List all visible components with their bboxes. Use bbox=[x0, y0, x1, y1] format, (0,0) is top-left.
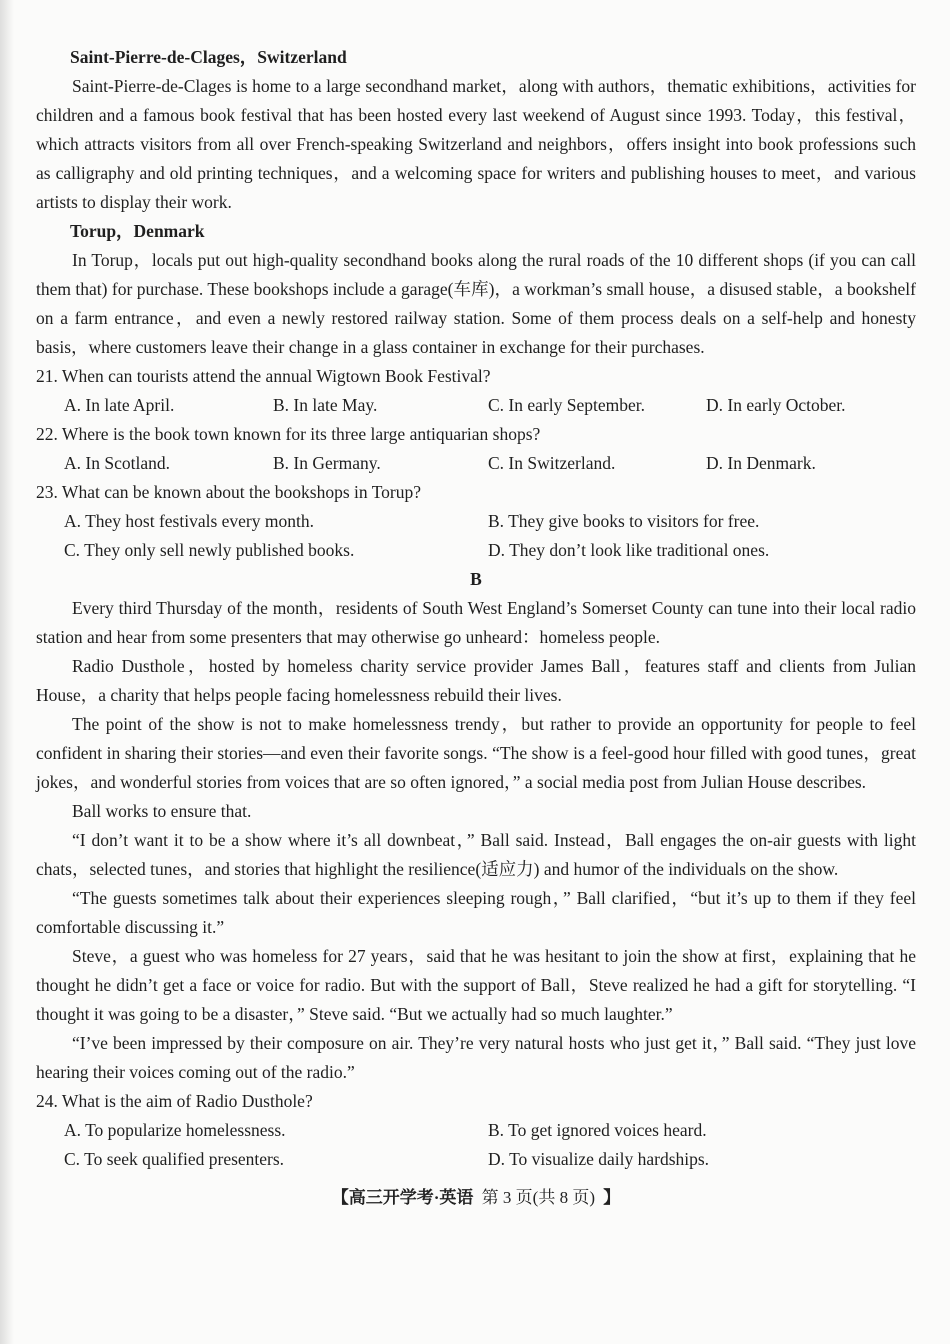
option-24-b: B. To get ignored voices heard. bbox=[488, 1120, 707, 1140]
question-22 bbox=[36, 420, 916, 478]
question-21 bbox=[36, 362, 916, 420]
question-24-options-row-1 bbox=[36, 1116, 916, 1145]
passage-a-paragraph-switzerland: Saint-Pierre-de-Clages is home to a large secondhand market，along with authors，thematic exhibitions，activities for children and a famous book festival that has been hosted every last weekend of August since 1993. Today，this festival，which attracts visitors from all over French-speaking Switzerland and neighbors，offers insight into book professions such as calligraphy and old printing techniques，and a welcoming space for writers and publishing houses to meet，and various artists to display their work. bbox=[36, 76, 916, 212]
passage-b-paragraph-2: Radio Dusthole，hosted by homeless charity service provider James Ball，features staff and clients from Julian House，a charity that helps people facing homelessness rebuild their lives. bbox=[36, 656, 916, 705]
option-22-c: C. In Switzerland. bbox=[488, 453, 616, 473]
passage-a-paragraph-denmark: In Torup，locals put out high-quality secondhand books along the rural roads of the 10 different shops (if you can call them that) for purchase. These bookshops include a garage(车库)，a workman’s small house，a disused stable，a bookshelf on a farm entrance，and even a newly restored railway station. Some of them process deals on a self-help and honesty basis，where customers leave their change in a glass container in exchange for their purchases. bbox=[36, 250, 916, 357]
option-22-a: A. In Scotland. bbox=[64, 453, 170, 473]
passage-b-paragraph-7: Steve，a guest who was homeless for 27 years，said that he was hesitant to join the show at first，explaining that he thought he didn’t get a face or voice for radio. But with the support of Ball，Steve realized he had a gift for storytelling. “I thought it was going to be a disaster，” Steve said. “But we actually had so much laughter.” bbox=[36, 946, 916, 1024]
question-24-options-row-2 bbox=[36, 1145, 916, 1174]
passage-b-paragraph-3: The point of the show is not to make homelessness trendy，but rather to provide an opportunity for people to feel confident in sharing their stories—and even their favorite songs. “The show is a feel-good hour filled with good tunes，great jokes，and wonderful stories from voices that are so often ignored，” a social media post from Julian House describes. bbox=[36, 714, 916, 792]
option-23-a: A. They host festivals every month. bbox=[64, 511, 314, 531]
option-23-b: B. They give books to visitors for free. bbox=[488, 511, 760, 531]
question-21-stem: 21. When can tourists attend the annual Wigtown Book Festival? bbox=[36, 366, 491, 386]
option-23-c: C. They only sell newly published books. bbox=[64, 540, 355, 560]
option-21-d: D. In early October. bbox=[706, 395, 846, 415]
passage-b-paragraph-5: “I don’t want it to be a show where it’s all downbeat，” Ball said. Instead，Ball engages the on-air guests with light chats，selected tunes，and stories that highlight the resilience(适应力) and humor of the individuals on the show. bbox=[36, 830, 916, 879]
passage-a-town-heading-denmark: Torup，Denmark bbox=[70, 221, 205, 241]
question-24 bbox=[36, 1087, 916, 1174]
footer-exam-title: 【高三开学考·英语 bbox=[331, 1188, 474, 1207]
question-23-options-row-2 bbox=[36, 536, 916, 565]
option-23-d: D. They don’t look like traditional ones. bbox=[488, 540, 770, 560]
passage-a-town-heading-switzerland: Saint-Pierre-de-Clages，Switzerland bbox=[70, 47, 347, 67]
passage-b-paragraph-8: “I’ve been impressed by their composure on air. They’re very natural hosts who just get it，” Ball said. “They just love hearing their voices coming out of the radio.” bbox=[36, 1033, 916, 1082]
passage-b-paragraph-6: “The guests sometimes talk about their experiences sleeping rough，” Ball clarified，“but it’s up to them if they feel comfortable discussing it.” bbox=[36, 888, 916, 937]
option-22-d: D. In Denmark. bbox=[706, 453, 816, 473]
question-23 bbox=[36, 478, 916, 565]
question-23-stem: 23. What can be known about the bookshops in Torup? bbox=[36, 482, 422, 502]
option-21-b: B. In late May. bbox=[273, 395, 378, 415]
question-24-stem: 24. What is the aim of Radio Dusthole? bbox=[36, 1091, 313, 1111]
footer-page-number: 第 3 页(共 8 页) bbox=[481, 1188, 595, 1207]
question-22-stem: 22. Where is the book town known for its three large antiquarian shops? bbox=[36, 424, 541, 444]
option-24-d: D. To visualize daily hardships. bbox=[488, 1149, 710, 1169]
option-24-a: A. To popularize homelessness. bbox=[64, 1120, 286, 1140]
option-21-a: A. In late April. bbox=[64, 395, 175, 415]
question-22-options bbox=[36, 449, 916, 478]
question-21-options bbox=[36, 391, 916, 420]
footer-closing-bracket: 】 bbox=[603, 1188, 621, 1207]
passage-b-paragraph-1: Every third Thursday of the month，residents of South West England’s Somerset County can tune into their local radio station and hear from some presenters that may otherwise go unheard：homeless people. bbox=[36, 598, 916, 647]
passage-b-section-label: B bbox=[470, 569, 482, 589]
page-footer bbox=[36, 1183, 916, 1212]
question-23-options-row-1 bbox=[36, 507, 916, 536]
option-21-c: C. In early September. bbox=[488, 395, 645, 415]
option-24-c: C. To seek qualified presenters. bbox=[64, 1149, 285, 1169]
passage-b-paragraph-4: Ball works to ensure that. bbox=[72, 801, 252, 821]
option-22-b: B. In Germany. bbox=[273, 453, 381, 473]
